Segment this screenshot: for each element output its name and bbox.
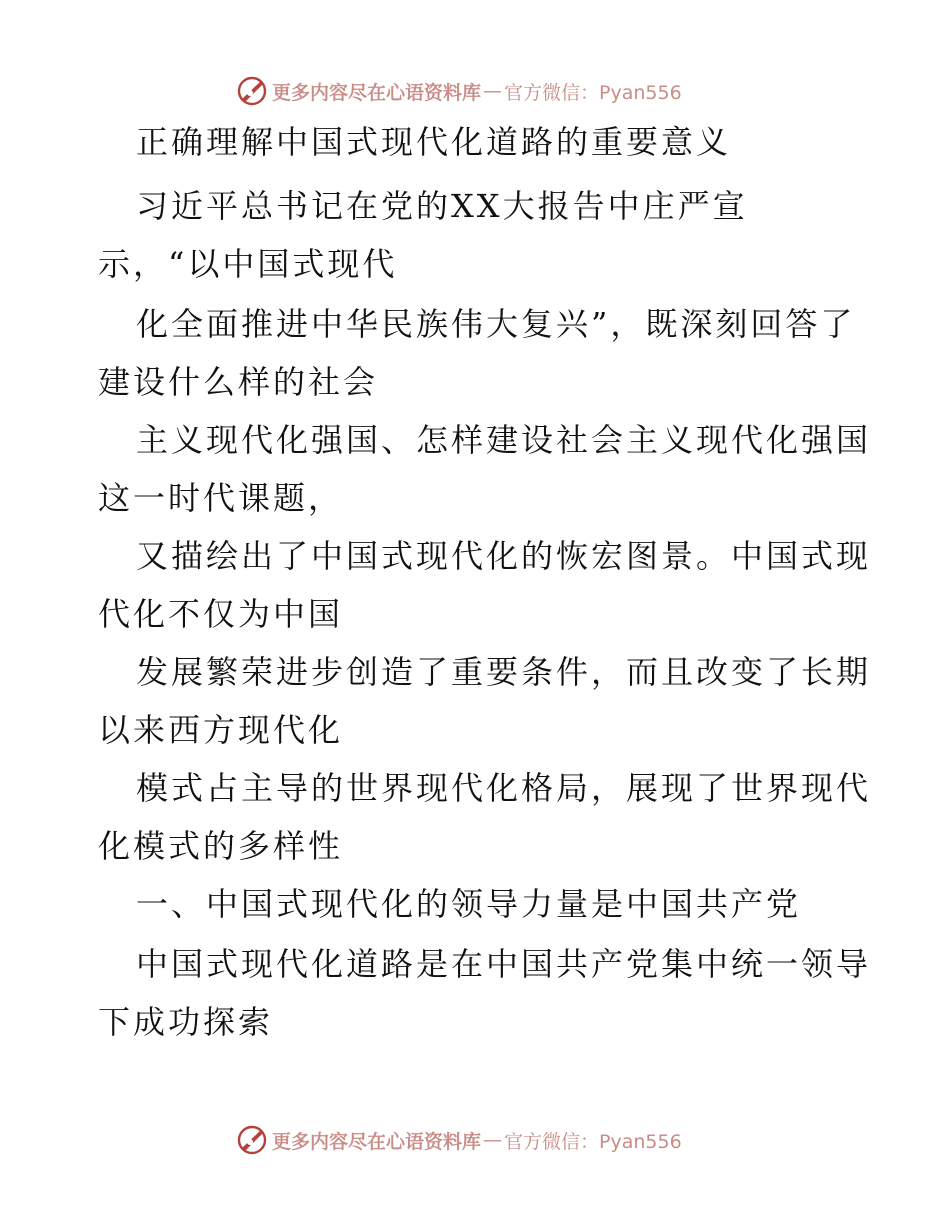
watermark-wechat-text: 官方微信：Pyan556 xyxy=(504,81,682,104)
header-watermark xyxy=(236,74,682,108)
logo-icon xyxy=(236,1124,268,1156)
watermark-separator: — xyxy=(483,1129,503,1151)
paragraph-line: 化全面推进中华民族伟大复兴”，既深刻回答了 xyxy=(136,305,856,343)
paragraph-line: 主义现代化强国、怎样建设社会主义现代化强国 xyxy=(136,421,872,459)
paragraph-line: 这一时代课题， xyxy=(98,479,344,517)
paragraph-line: 示，“以中国式现代 xyxy=(98,245,398,283)
watermark-separator: — xyxy=(483,80,503,102)
paragraph-line: 发展繁荣进步创造了重要条件，而且改变了长期 xyxy=(136,653,872,691)
paragraph-line: 以来西方现代化 xyxy=(98,711,344,749)
paragraph-line: 下成功探索 xyxy=(98,1003,274,1041)
watermark-wechat-text: 官方微信：Pyan556 xyxy=(504,1130,682,1153)
paragraph-line: 代化不仅为中国 xyxy=(98,595,344,633)
section-heading: 一、中国式现代化的领导力量是中国共产党 xyxy=(136,885,802,923)
paragraph-line: 习近平总书记在党的XX大报告中庄严宣 xyxy=(136,187,748,225)
paragraph-line: 又描绘出了中国式现代化的恢宏图景。中国式现 xyxy=(136,537,872,575)
logo-icon xyxy=(236,75,268,107)
watermark-main-text: 更多内容尽在心语资料库 xyxy=(272,81,482,104)
paragraph-line: 模式占主导的世界现代化格局，展现了世界现代 xyxy=(136,769,872,807)
footer-watermark xyxy=(236,1123,682,1157)
paragraph-line: 化模式的多样性 xyxy=(98,827,344,865)
document-title: 正确理解中国式现代化道路的重要意义 xyxy=(136,123,732,161)
paragraph-line: 建设什么样的社会 xyxy=(98,363,379,401)
paragraph-line: 中国式现代化道路是在中国共产党集中统一领导 xyxy=(136,945,872,983)
watermark-main-text: 更多内容尽在心语资料库 xyxy=(272,1130,482,1153)
